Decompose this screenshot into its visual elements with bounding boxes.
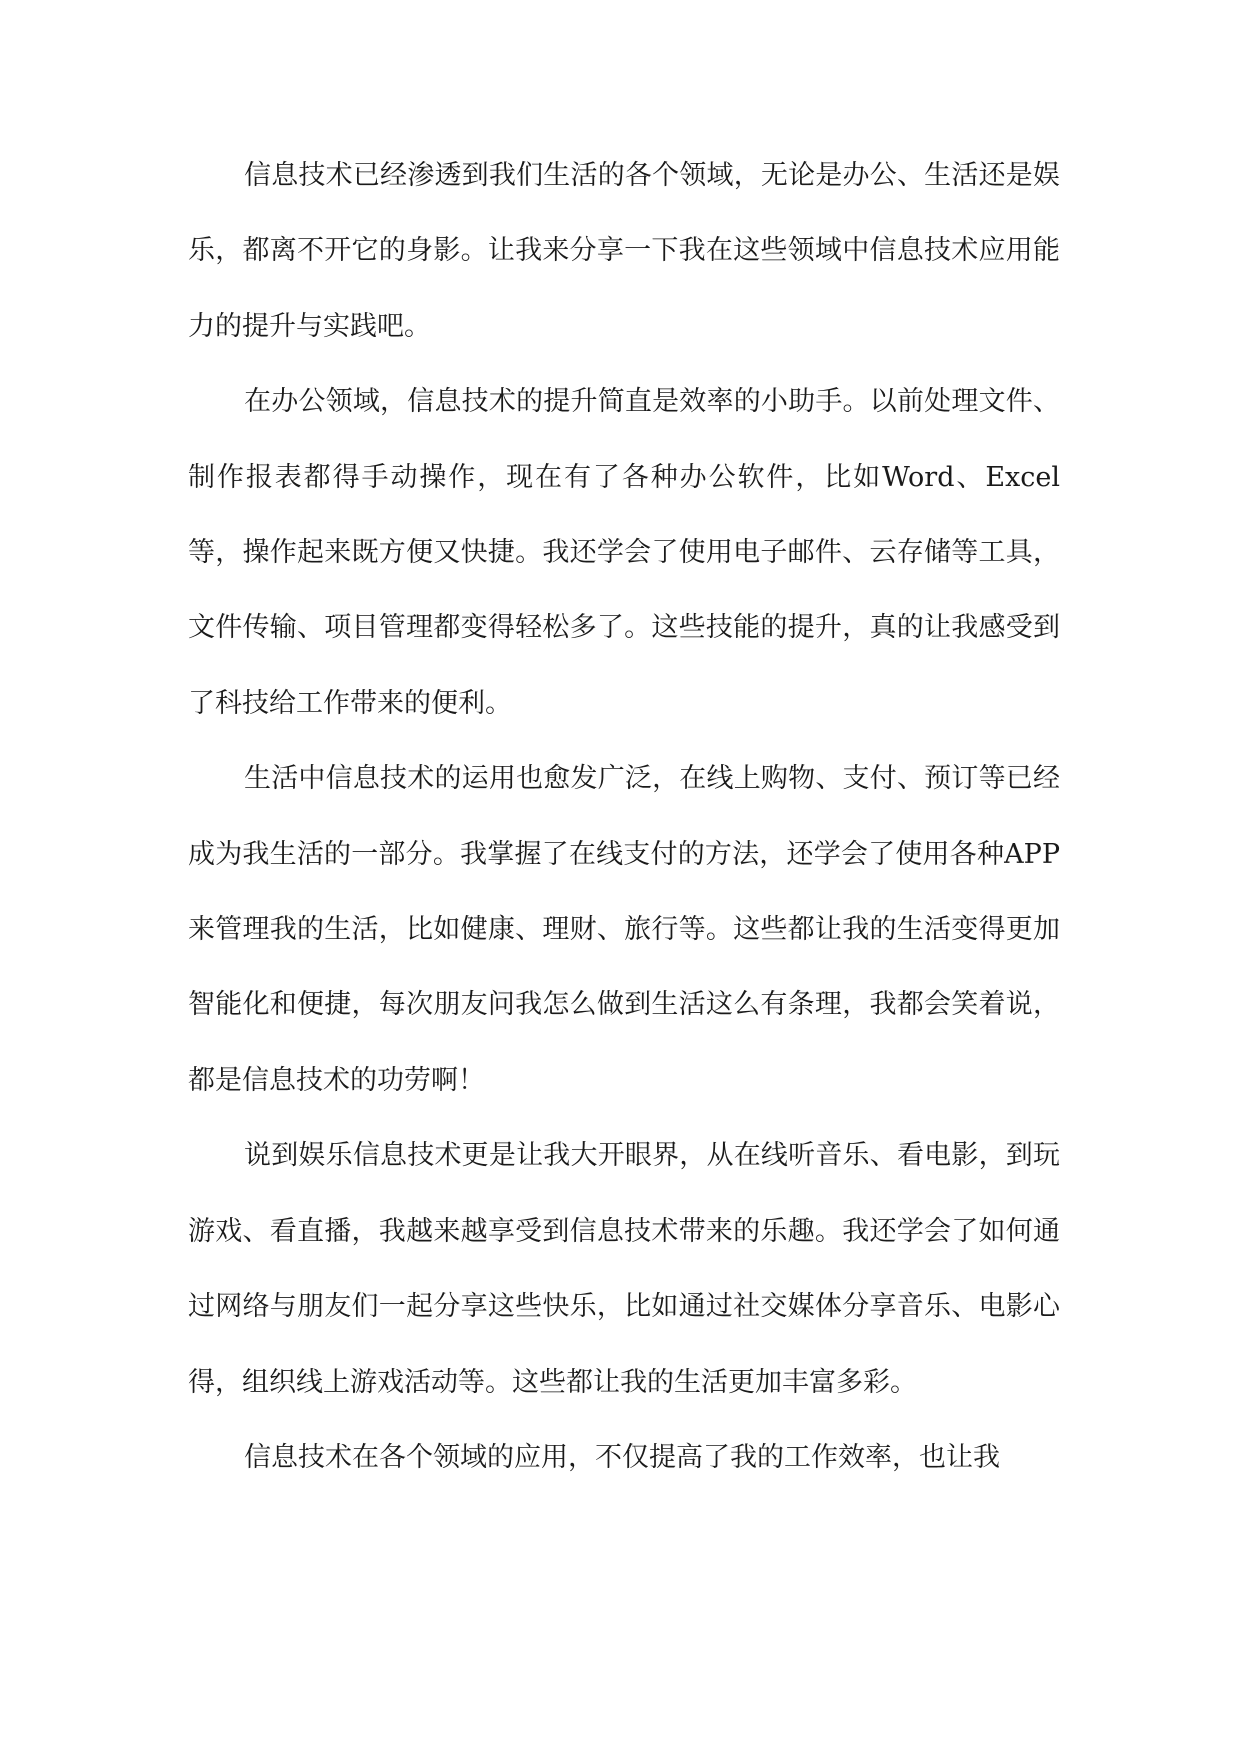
document-body	[188, 138, 1060, 1495]
paragraph-entertainment: 说到娱乐信息技术更是让我大开眼界，从在线听音乐、看电影，到玩游戏、看直播，我越来越享受到信息技术带来的乐趣。我还学会了如何通过网络与朋友们一起分享这些快乐，比如通过社交媒体分享音乐、电影心得，组织线上游戏活动等。这些都让我的生活更加丰富多彩。	[188, 1140, 1060, 1398]
paragraph-summary: 信息技术在各个领域的应用，不仅提高了我的工作效率，也让我	[244, 1441, 1000, 1473]
paragraph-office: 在办公领域，信息技术的提升简直是效率的小助手。以前处理文件、制作报表都得手动操作，现在有了各种办公软件，比如Word、Excel等，操作起来既方便又快捷。我还学会了使用电子邮件、云存储等工具，文件传输、项目管理都变得轻松多了。这些技能的提升，真的让我感受到了科技给工作带来的便利。	[188, 386, 1060, 719]
paragraph-intro: 信息技术已经渗透到我们生活的各个领域，无论是办公、生活还是娱乐，都离不开它的身影。让我来分享一下我在这些领域中信息技术应用能力的提升与实践吧。	[188, 160, 1060, 342]
paragraph-life: 生活中信息技术的运用也愈发广泛，在线上购物、支付、预订等已经成为我生活的一部分。我掌握了在线支付的方法，还学会了使用各种APP来管理我的生活，比如健康、理财、旅行等。这些都让我的生活变得更加智能化和便捷，每次朋友问我怎么做到生活这么有条理，我都会笑着说，都是信息技术的功劳啊！	[188, 763, 1060, 1096]
